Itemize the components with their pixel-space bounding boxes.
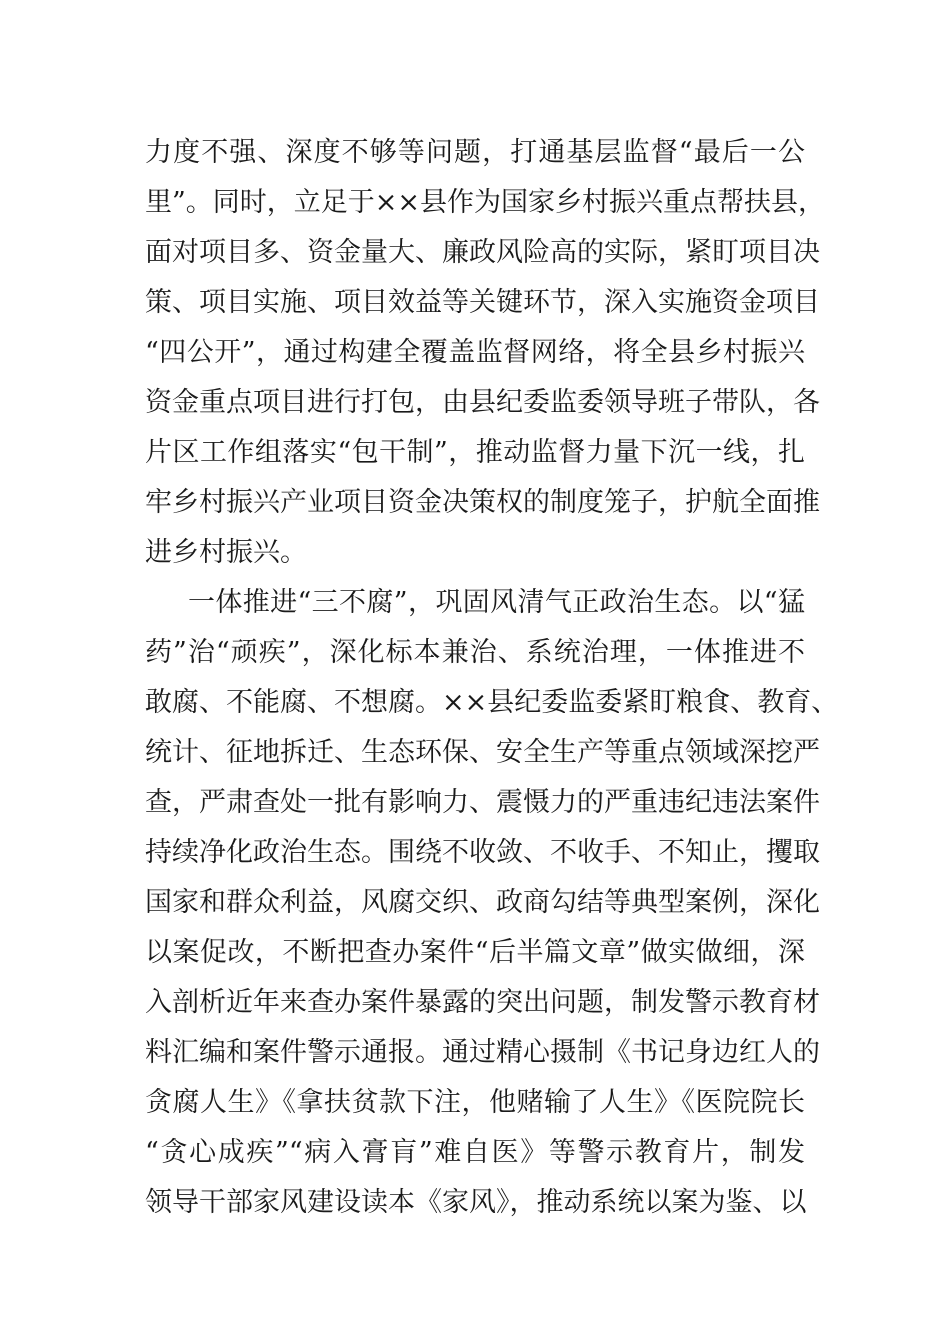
text-line-14: 查，严肃查处一批有影响力、震慑力的严重违纪违法案件 xyxy=(145,787,820,818)
text-line-8: 牢乡村振兴产业项目资金决策权的制度笼子，护航全面推 xyxy=(145,487,820,518)
text-line-2: 里”。同时，立足于××县作为国家乡村振兴重点帮扶县， xyxy=(145,187,826,218)
text-line-5: “四公开”，通过构建全覆盖监督网络，将全县乡村振兴 xyxy=(145,337,805,368)
text-line-10: 一体推进“三不腐”，巩固风清气正政治生态。以“猛 xyxy=(188,587,805,618)
text-line-13: 统计、征地拆迁、生态环保、安全生产等重点领域深挖严 xyxy=(145,737,820,768)
text-line-11: 药”治“顽疾”，深化标本兼治、系统治理，一体推进不 xyxy=(145,637,805,668)
text-line-17: 以案促改，不断把查办案件“后半篇文章”做实做细，深 xyxy=(145,937,805,968)
text-line-3: 面对项目多、资金量大、廉政风险高的实际，紧盯项目决 xyxy=(145,237,820,268)
text-line-18: 入剖析近年来查办案件暴露的突出问题，制发警示教育材 xyxy=(145,987,820,1018)
text-line-4: 策、项目实施、项目效益等关键环节，深入实施资金项目 xyxy=(145,287,820,318)
text-line-22: 领导干部家风建设读本《家风》，推动系统以案为鉴、以 xyxy=(145,1187,807,1218)
text-line-12: 敢腐、不能腐、不想腐。××县纪委监委紧盯粮食、教育、 xyxy=(145,687,839,718)
text-line-1: 力度不强、深度不够等问题，打通基层监督“最后一公 xyxy=(145,137,805,168)
text-line-21: “贪心成疾”“病入膏肓”难自医》等警示教育片，制发 xyxy=(145,1137,805,1168)
text-line-15: 持续净化政治生态。围绕不收敛、不收手、不知止，攫取 xyxy=(145,837,820,868)
text-line-9: 进乡村振兴。 xyxy=(145,537,307,568)
text-line-19: 料汇编和案件警示通报。通过精心摄制《书记身边红人的 xyxy=(145,1037,820,1068)
text-line-6: 资金重点项目进行打包，由县纪委监委领导班子带队，各 xyxy=(145,387,820,418)
text-line-7: 片区工作组落实“包干制”，推动监督力量下沉一线，扎 xyxy=(145,437,805,468)
text-line-20: 贪腐人生》《拿扶贫款下注，他赌输了人生》《医院院长 xyxy=(145,1087,805,1118)
text-line-16: 国家和群众利益，风腐交织、政商勾结等典型案例，深化 xyxy=(145,887,820,918)
